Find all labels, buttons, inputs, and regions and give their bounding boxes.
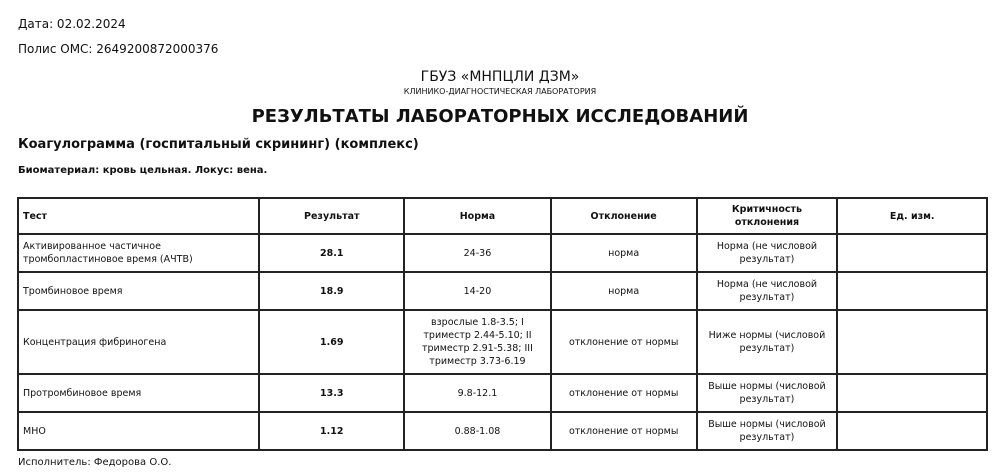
- unit: [837, 374, 987, 412]
- column-header-norm: Норма: [404, 198, 551, 234]
- criticality: Норма (не числовой результат): [697, 234, 838, 272]
- result-value: 13.3: [259, 374, 404, 412]
- test-name: Протромбиновое время: [18, 374, 259, 412]
- deviation: норма: [551, 272, 697, 310]
- column-header-criticality: Критичность отклонения: [697, 198, 838, 234]
- laboratory-name: КЛИНИКО-ДИАГНОСТИЧЕСКАЯ ЛАБОРАТОРИЯ: [403, 87, 597, 96]
- result-value: 1.69: [259, 310, 404, 374]
- table-row: [18, 272, 987, 310]
- policy-number: Полис ОМС: 2649200872000376: [18, 42, 219, 56]
- table-row: [18, 234, 987, 272]
- result-value: 1.12: [259, 412, 404, 450]
- biomaterial: Биоматериал: кровь цельная. Локус: вена.: [18, 165, 268, 176]
- test-name: Активированное частичное тромбопластиновое время (АЧТВ): [18, 234, 259, 272]
- table-row: [18, 374, 987, 412]
- criticality: Норма (не числовой результат): [697, 272, 838, 310]
- test-name: МНО: [18, 412, 259, 450]
- results-table: [17, 197, 988, 451]
- unit: [837, 310, 987, 374]
- criticality: Ниже нормы (числовой результат): [697, 310, 838, 374]
- norm-range: взрослые 1.8-3.5; I триместр 2.44-5.10; II триместр 2.91-5.38; III триместр 3.73-6.19: [404, 310, 551, 374]
- criticality: Выше нормы (числовой результат): [697, 412, 838, 450]
- report-date: Дата: 02.02.2024: [18, 17, 126, 31]
- norm-range: 9.8-12.1: [404, 374, 551, 412]
- result-value: 28.1: [259, 234, 404, 272]
- deviation: отклонение от нормы: [551, 310, 697, 374]
- norm-range: 14-20: [404, 272, 551, 310]
- deviation: норма: [551, 234, 697, 272]
- norm-range: 24-36: [404, 234, 551, 272]
- unit: [837, 412, 987, 450]
- test-name: Тромбиновое время: [18, 272, 259, 310]
- unit: [837, 272, 987, 310]
- panel-title: Коагулограмма (госпитальный скрининг) (комплекс): [18, 137, 419, 152]
- column-header-deviation: Отклонение: [551, 198, 697, 234]
- unit: [837, 234, 987, 272]
- table-row: [18, 412, 987, 450]
- performer: Исполнитель: Федорова О.О.: [18, 457, 172, 468]
- deviation: отклонение от нормы: [551, 412, 697, 450]
- result-value: 18.9: [259, 272, 404, 310]
- page-title: РЕЗУЛЬТАТЫ ЛАБОРАТОРНЫХ ИССЛЕДОВАНИЙ: [251, 106, 749, 127]
- column-header-result: Результат: [259, 198, 404, 234]
- criticality: Выше нормы (числовой результат): [697, 374, 838, 412]
- column-header-test: Тест: [18, 198, 259, 234]
- test-name: Концентрация фибриногена: [18, 310, 259, 374]
- table-row: [18, 310, 987, 374]
- column-header-unit: Ед. изм.: [837, 198, 987, 234]
- organization-name: ГБУЗ «МНПЦЛИ ДЗМ»: [420, 69, 580, 85]
- deviation: отклонение от нормы: [551, 374, 697, 412]
- norm-range: 0.88-1.08: [404, 412, 551, 450]
- table-header: [18, 198, 987, 234]
